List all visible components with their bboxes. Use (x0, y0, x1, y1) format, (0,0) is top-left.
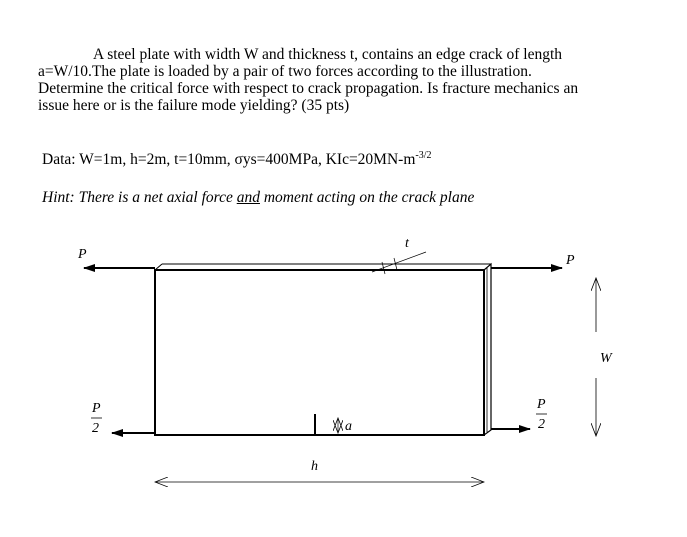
label-p-half-right-num: P (537, 397, 546, 412)
plate-front-face (155, 270, 484, 435)
problem-line-4: issue here or is the failure mode yielding? (35 pts) (38, 97, 350, 114)
label-p-top-left: P (78, 247, 87, 262)
problem-line-1: A steel plate with width W and thickness t, contains an edge crack of length (93, 46, 563, 63)
label-t: t (405, 236, 409, 251)
problem-line-2: a=W/10.The plate is loaded by a pair of two forces according to the illustration. (38, 63, 532, 80)
label-p-top-right: P (566, 253, 575, 268)
label-p-half-left-den: 2 (92, 421, 99, 436)
data-text: Data: W=1m, h=2m, t=10mm, σys=400MPa, KIc=20MN-m (42, 151, 416, 169)
label-w: W (600, 351, 612, 366)
hint-after: moment acting on the crack plane (259, 189, 475, 206)
label-a: a (345, 419, 352, 434)
plate-side-face (484, 264, 491, 435)
label-h: h (311, 459, 318, 474)
label-p-half-left-num: P (92, 401, 101, 416)
data-exponent: -3/2 (415, 150, 432, 161)
hint-before: Hint: There is a net axial force (42, 189, 237, 206)
problem-line-3: Determine the critical force with respect to crack propagation. Is fracture mechanics an (38, 80, 579, 97)
hint-underlined: and (236, 189, 260, 206)
label-p-half-right-den: 2 (538, 417, 545, 432)
